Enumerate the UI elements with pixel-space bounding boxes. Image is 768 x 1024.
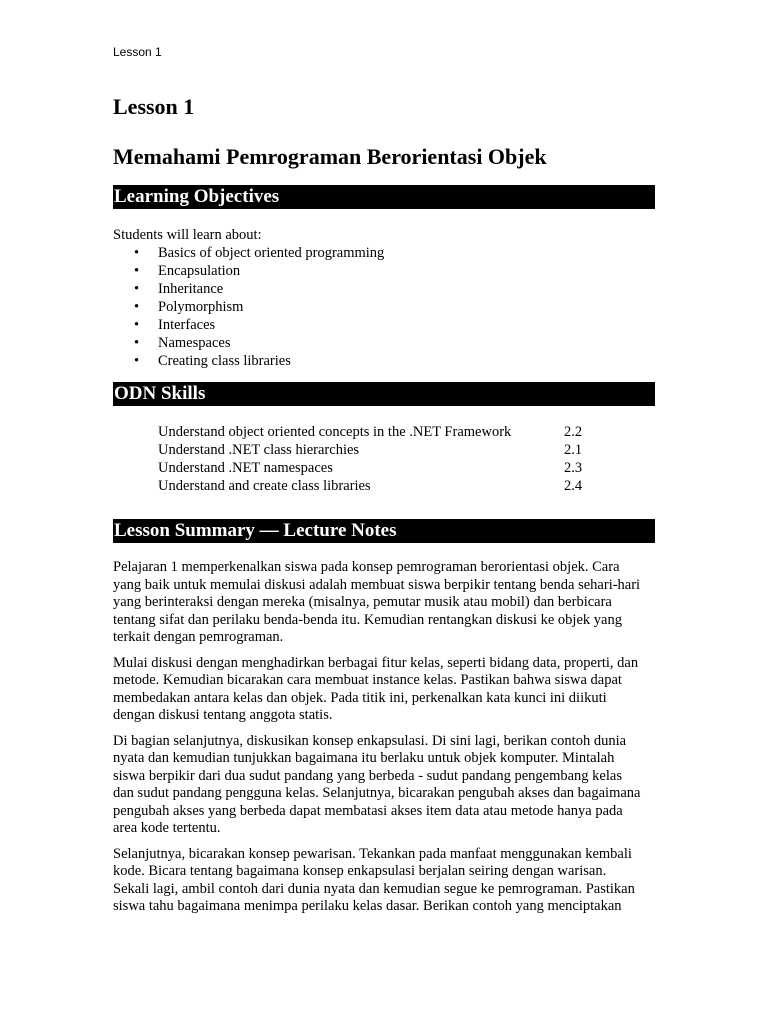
summary-paragraph: Mulai diskusi dengan menghadirkan berbagai fitur kelas, seperti bidang data, properti, dan metode. Kemudian bicarakan cara membuat instance kelas. Pastikan bahwa siswa dapat membedakan antara kelas dan objek. Pada titik ini, perkenalkan kata kunci ini diikuti dengan diskusi tentang anggota statis. [113,654,639,723]
objectives-intro: Students will learn about: [113,227,262,243]
objective-label: Interfaces [158,317,216,333]
bullet-icon: • [134,245,140,261]
running-header: Lesson 1 [113,45,162,59]
bullet-icon: • [134,299,140,315]
summary-paragraph: Di bagian selanjutnya, diskusikan konsep enkapsulasi. Di sini lagi, berikan contoh dunia nyata dan kemudian tunjukkan bagaimana itu berlaku untuk objek komputer. Mintalah siswa berpikir dari dua sudut pandang yang berbeda - sudut pandang pengembang kelas dan sudut pandang pengguna kelas. Selanjutnya, bicarakan pengubah akses dan bagaimana pengubah akses yang berbeda dapat membatasi akses item data atau metode hanya pada area kode tertentu. [113,732,641,836]
learning-objectives-heading: Learning Objectives [113,185,655,209]
summary-paragraph: Pelajaran 1 memperkenalkan siswa pada konsep pemrograman berorientasi objek. Cara yang baik untuk memulai diskusi adalah membuat siswa berpikir tentang benda sehari-hari yang berinteraksi dengan mereka (misalnya, pemutar musik atau mobil) dan berbicara tentang sifat dan perilaku benda-benda itu. Kemudian rentangkan diskusi ke objek yang terkait dengan pemrograman. [113,559,641,645]
bullet-icon: • [134,353,140,369]
odn-skills-heading: ODN Skills [113,382,655,406]
skill-description: Understand .NET namespaces [158,460,333,476]
odn-skills-table [158,423,604,495]
table-row [158,423,604,441]
table-row [158,441,604,459]
table-row [158,459,604,477]
skill-code: 2.1 [564,442,583,458]
objective-item [113,244,384,262]
bullet-icon: • [134,281,140,297]
skill-description: Understand object oriented concepts in the .NET Framework [158,424,512,440]
lesson-number: Lesson 1 [113,94,195,119]
objective-item [113,316,384,334]
lesson-title: Memahami Pemrograman Berorientasi Objek [113,144,547,169]
objective-item [113,298,384,316]
learning-objectives-section [113,226,384,370]
objective-item [113,262,384,280]
skill-code: 2.4 [564,478,583,494]
skill-code: 2.3 [564,460,583,476]
lesson-summary-heading: Lesson Summary — Lecture Notes [113,519,655,543]
bullet-icon: • [134,263,140,279]
objective-item [113,334,384,352]
table-row [158,477,604,495]
objective-label: Polymorphism [158,299,244,315]
bullet-icon: • [134,335,140,351]
objectives-list [113,244,384,370]
skill-description: Understand .NET class hierarchies [158,442,360,458]
skill-description: Understand and create class libraries [158,478,371,494]
skill-code: 2.2 [564,424,583,440]
objective-label: Namespaces [158,335,231,351]
lesson-summary-body [113,559,643,924]
objective-label: Creating class libraries [158,353,291,369]
objective-item [113,280,384,298]
objective-label: Basics of object oriented programming [158,245,385,261]
objective-label: Inheritance [158,281,224,297]
summary-paragraph: Selanjutnya, bicarakan konsep pewarisan. Tekankan pada manfaat menggunakan kembali kode. Bicara tentang bagaimana konsep enkapsulasi berjalan seiring dengan warisan. Sekali lagi, ambil contoh dari dunia nyata dan kemudian segue ke pemrograman. Pastikan siswa tahu bagaimana menimpa perilaku kelas dasar. Berikan contoh yang menciptakan [113,845,635,914]
objective-label: Encapsulation [158,263,241,279]
bullet-icon: • [134,317,140,333]
objective-item [113,352,384,370]
